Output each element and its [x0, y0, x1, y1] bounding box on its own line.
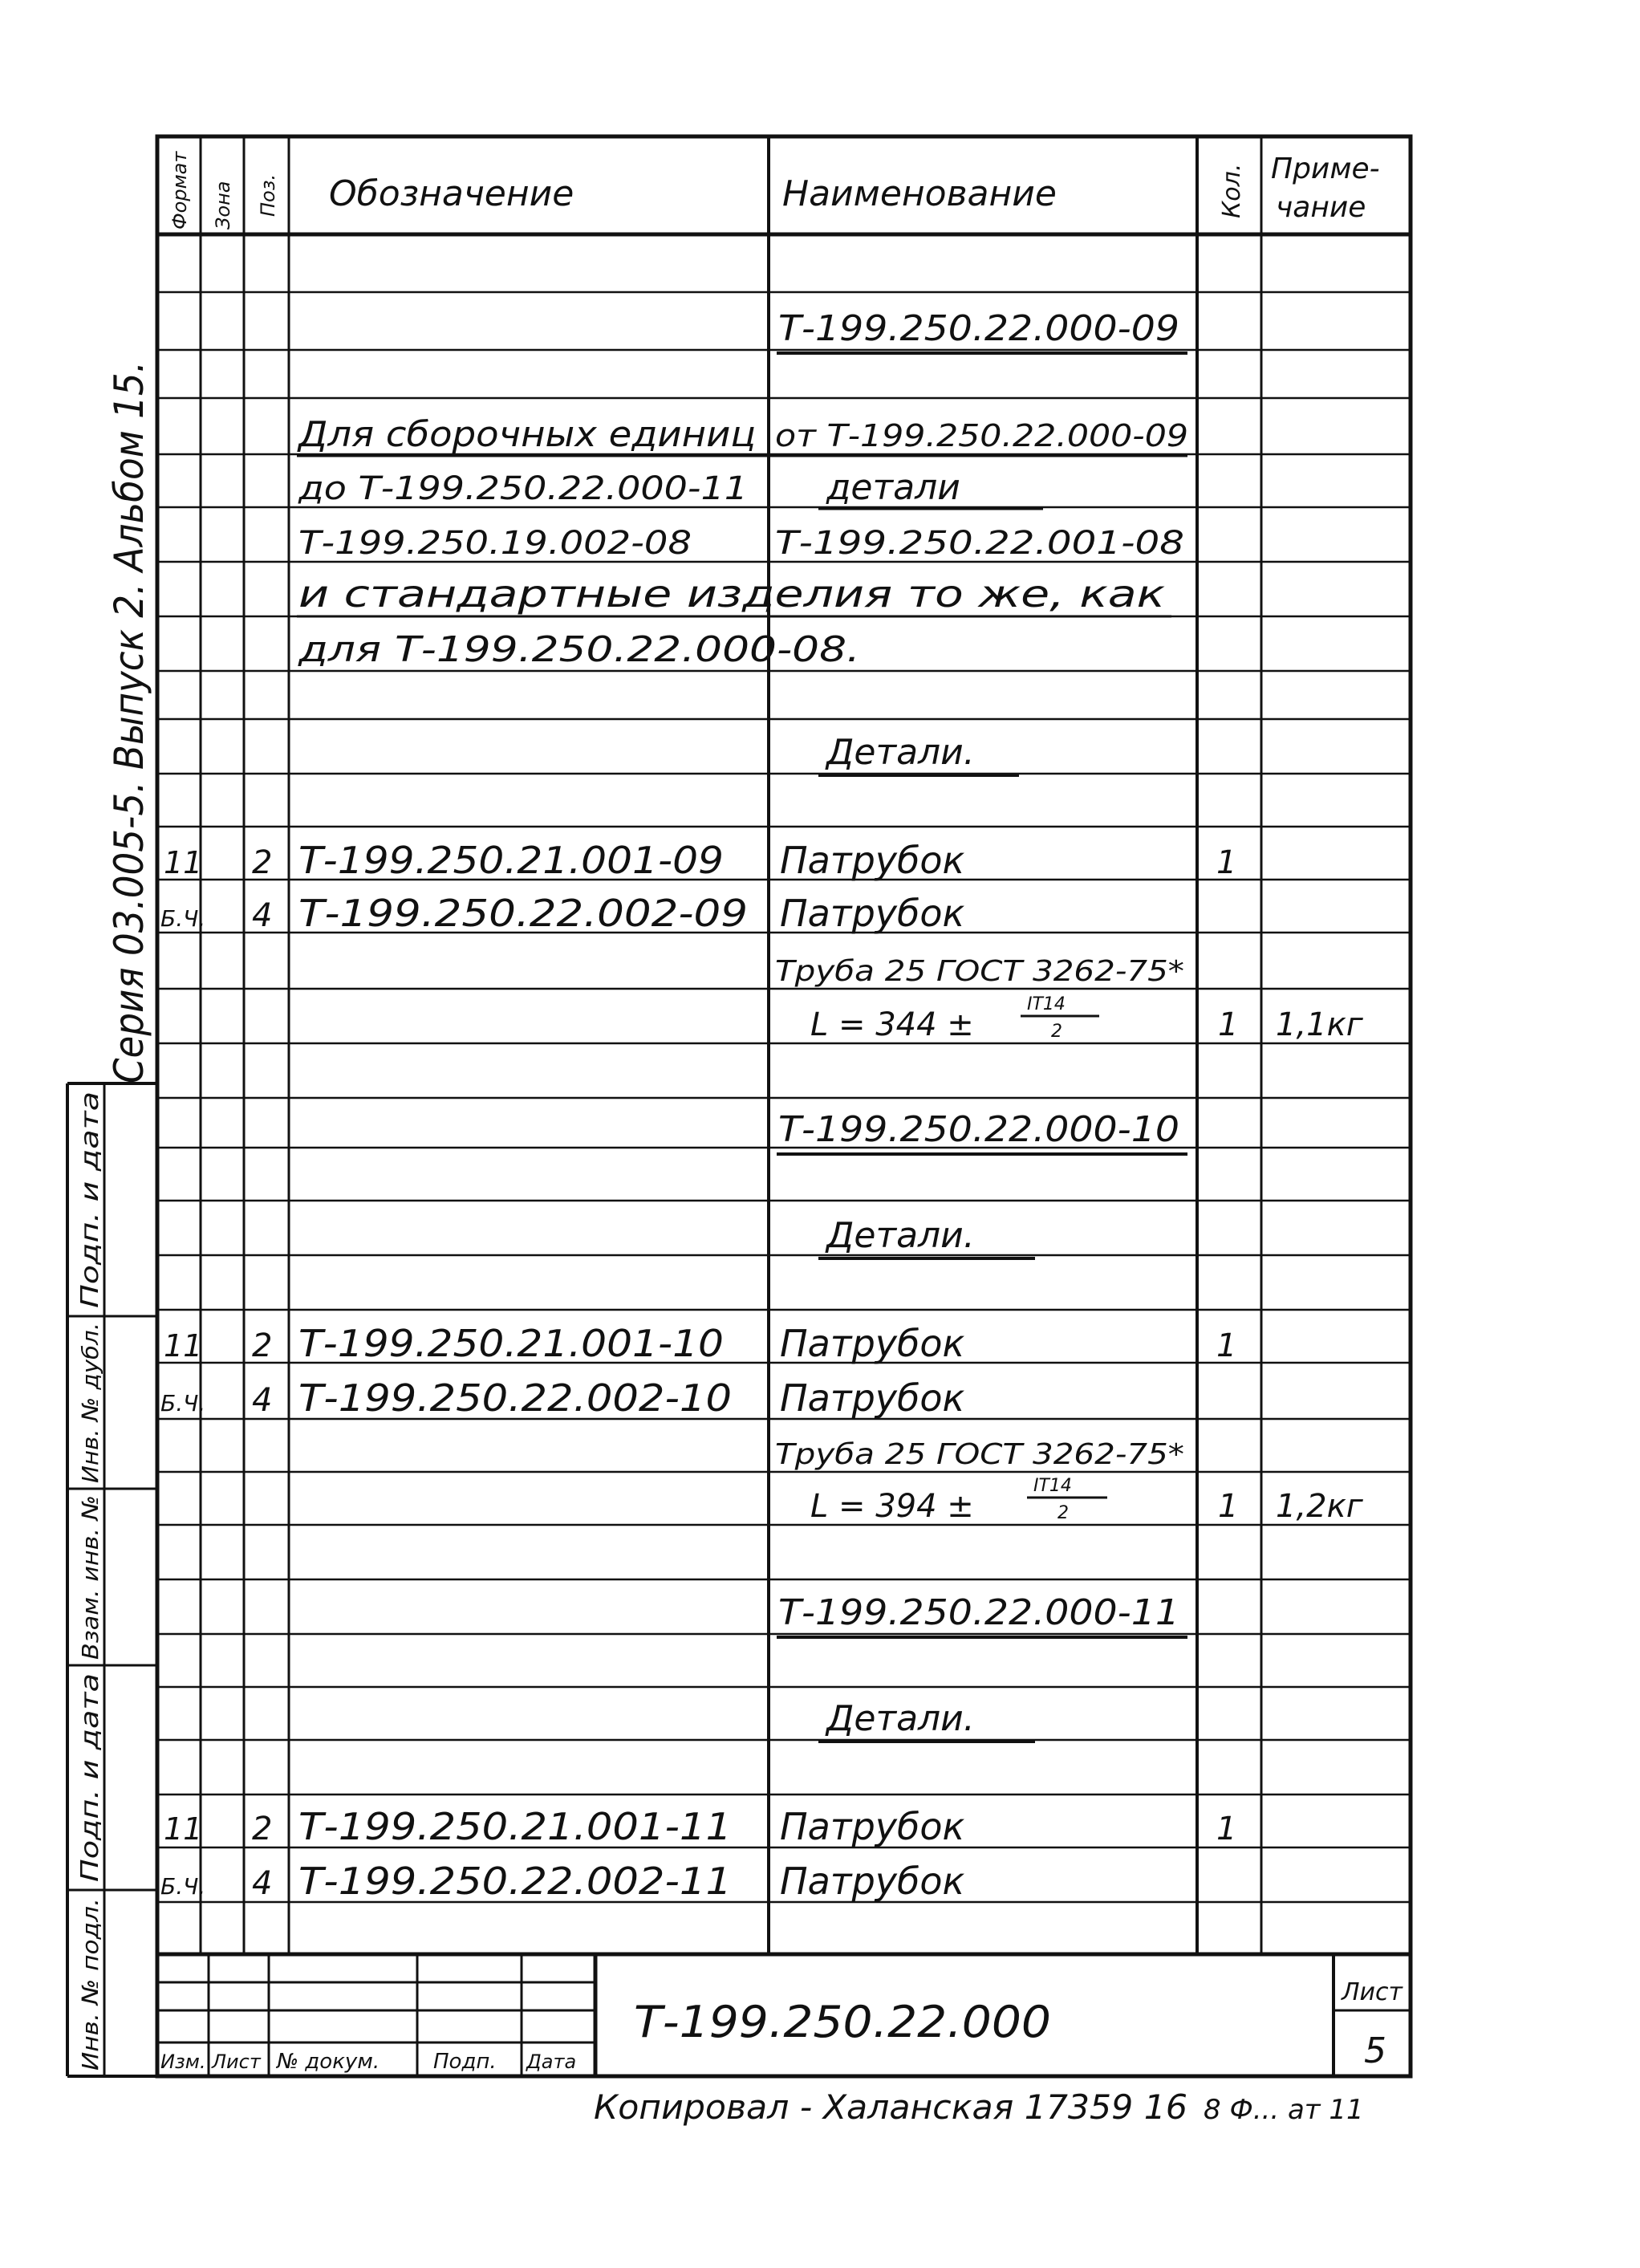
header-note-line2: чание [1276, 191, 1366, 224]
row-name: Т-199.250.22.000-11 [778, 1592, 1179, 1633]
row-name: Т-199.250.22.000-10 [778, 1109, 1179, 1150]
sheet-label: Лист [1342, 1978, 1403, 2006]
stamp-dup-inv: Инв. № дубл. [77, 1329, 104, 1483]
side-stamps [67, 284, 157, 2076]
row-name: детали [826, 467, 960, 508]
row-format: 11 [164, 1328, 203, 1364]
stamp-sign-date-2: Подп. и дата [76, 1717, 104, 1882]
row-name: Детали. [826, 732, 975, 773]
tb-list: Лист [212, 2051, 261, 2073]
tb-doc: № докум. [277, 2050, 380, 2074]
row-designation: Т-199.250.21.001-10 [298, 1322, 724, 1365]
row-designation: Для сборочных единиц [296, 414, 757, 455]
header-name: Наименование [782, 173, 1057, 214]
stamp-sign-date-1: Подп. и дата [76, 1144, 104, 1308]
row-name: L = 344 ± [810, 1006, 974, 1043]
row-name: L = 394 ± [810, 1488, 974, 1525]
row-name: Патрубок [780, 1322, 965, 1365]
row-format: 11 [164, 845, 203, 880]
frac-top: IT14 [1033, 1476, 1072, 1496]
row-pos: 4 [252, 1865, 273, 1902]
row-designation: Т-199.250.21.001-09 [298, 839, 724, 882]
row-designation: до Т-199.250.22.000-11 [297, 470, 748, 507]
row-qty: 1 [1216, 1327, 1237, 1364]
row-format: Б.Ч. [160, 1390, 206, 1416]
row-name: от Т-199.250.22.000-09 [775, 418, 1188, 453]
frac-top: IT14 [1027, 994, 1066, 1014]
frac-bottom: 2 [1057, 1503, 1069, 1523]
row-format: Б.Ч. [160, 1873, 206, 1900]
row-name: Патрубок [780, 1860, 965, 1903]
row-name: Детали. [826, 1215, 975, 1256]
row-note: 1,2кг [1276, 1488, 1363, 1525]
row-pos: 4 [252, 1382, 273, 1419]
header-qty: Кол. [1218, 163, 1246, 218]
tb-sign: Подп. [433, 2050, 497, 2074]
row-qty: 1 [1218, 1006, 1239, 1043]
row-designation: Т-199.250.22.002-11 [298, 1860, 732, 1903]
row-name: Патрубок [780, 1805, 965, 1848]
tb-date: Дата [526, 2051, 577, 2073]
row-pos: 4 [252, 897, 273, 934]
frac-bottom: 2 [1051, 1022, 1062, 1042]
header-pos: Поз. [257, 173, 279, 217]
row-name: Труба 25 ГОСТ 3262-75* [775, 955, 1184, 988]
stamp-replace-inv: Взам. инв. № [77, 1506, 104, 1660]
tb-izm: Изм. [160, 2051, 206, 2073]
row-name: Детали. [826, 1698, 975, 1739]
row-pos: 2 [252, 1327, 273, 1364]
column-lines [201, 136, 1261, 1954]
title-block [157, 1954, 1411, 2076]
row-designation: Т-199.250.22.002-09 [298, 892, 748, 935]
row-pos: 2 [252, 1811, 273, 1847]
row-name: Труба 25 ГОСТ 3262-75* [775, 1438, 1184, 1471]
row-name: Т-199.250.22.001-08 [775, 525, 1184, 562]
row-qty: 1 [1216, 844, 1237, 881]
header-format: Формат [168, 151, 191, 230]
sheet-number: 5 [1364, 2030, 1386, 2071]
row-name: Патрубок [780, 1376, 965, 1420]
series-text: Серия 03.005-5. Выпуск 2. Альбом 15. [106, 284, 152, 1083]
row-qty: 1 [1216, 1811, 1237, 1847]
row-designation: и стандартные изделия то же, как [298, 572, 1166, 616]
header-note-line1: Приме- [1271, 152, 1380, 185]
row-format: 11 [164, 1811, 203, 1847]
row-name: Патрубок [780, 892, 965, 935]
stamp-orig-inv: Инв. № подл. [77, 1915, 104, 2071]
row-qty: 1 [1218, 1488, 1239, 1525]
document-code: Т-199.250.22.000 [634, 1997, 1051, 2047]
table-rows [160, 308, 1364, 1903]
footer [594, 2087, 1364, 2127]
copied-by: Копировал - Халанская 17359 16 [594, 2087, 1187, 2127]
row-designation: Т-199.250.21.001-11 [298, 1805, 732, 1848]
header-designation: Обозначение [329, 173, 574, 214]
row-note: 1,1кг [1276, 1006, 1363, 1043]
header-zone: Зона [212, 181, 234, 230]
row-format: Б.Ч. [160, 905, 206, 932]
row-pos: 2 [252, 844, 273, 881]
row-designation: для Т-199.250.22.000-08. [297, 629, 861, 670]
row-name: Т-199.250.22.000-09 [778, 308, 1179, 349]
format-info: 8 Ф... ат 11 [1204, 2094, 1364, 2126]
row-designation: Т-199.250.22.002-10 [298, 1376, 732, 1420]
row-designation: Т-199.250.19.002-08 [298, 525, 692, 562]
row-name: Патрубок [780, 839, 965, 882]
